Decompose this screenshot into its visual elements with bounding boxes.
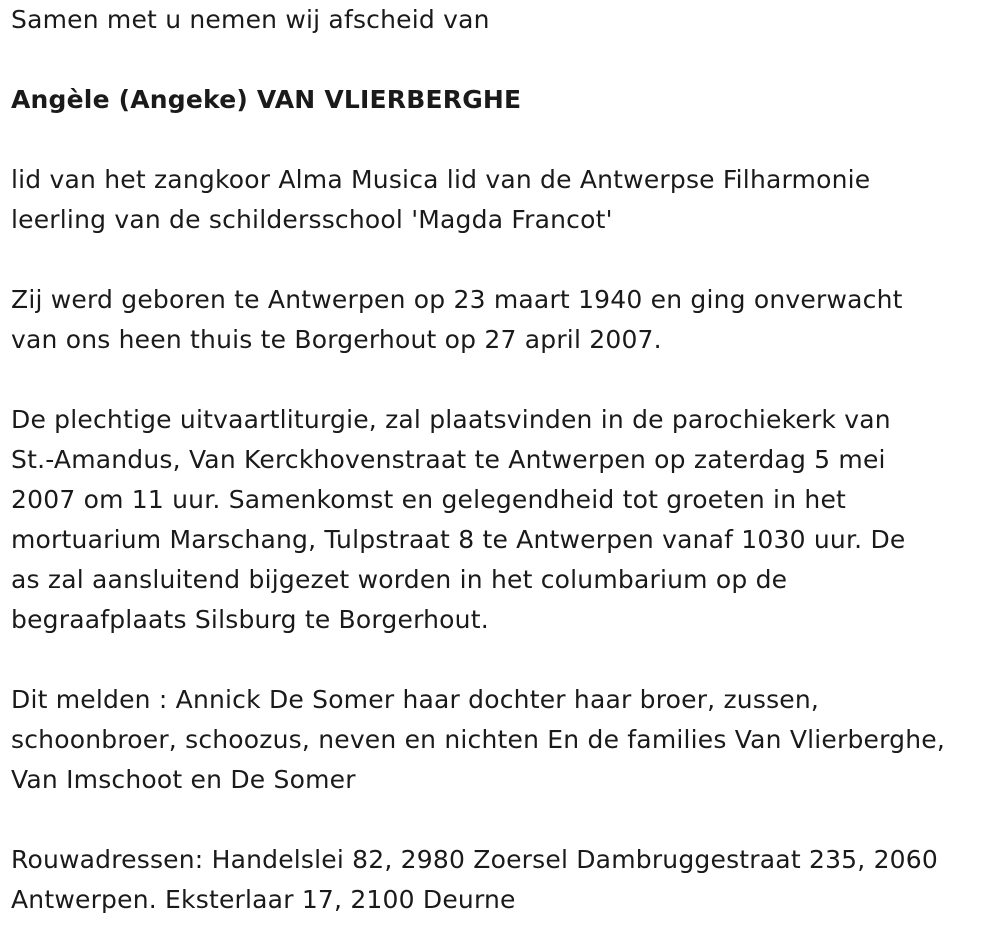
funeral-line: as zal aansluitend bijgezet worden in het columbarium op de <box>11 565 788 594</box>
deceased-name: Angèle (Angeke) VAN VLIERBERGHE <box>11 85 522 114</box>
funeral-paragraph <box>11 400 993 640</box>
memberships-line: leerling van de schildersschool 'Magda Francot' <box>11 205 613 234</box>
funeral-line: begraafplaats Silsburg te Borgerhout. <box>11 605 489 634</box>
birth-death-paragraph <box>11 280 993 360</box>
obituary-notice <box>11 0 993 920</box>
funeral-line: De plechtige uitvaartliturgie, zal plaatsvinden in de parochiekerk van <box>11 405 891 434</box>
announcers-paragraph <box>11 680 993 800</box>
intro-paragraph <box>11 0 993 40</box>
funeral-line: mortuarium Marschang, Tulpstraat 8 te Antwerpen vanaf 1030 uur. De <box>11 525 906 554</box>
announcers-line: schoonbroer, schoozus, neven en nichten En de families Van Vlierberghe, <box>11 725 946 754</box>
memberships-line: lid van het zangkoor Alma Musica lid van de Antwerpse Filharmonie <box>11 165 871 194</box>
birth-death-line: Zij werd geboren te Antwerpen op 23 maart 1940 en ging onverwacht <box>11 285 903 314</box>
memberships-paragraph <box>11 160 993 240</box>
announcers-line: Dit melden : Annick De Somer haar dochter haar broer, zussen, <box>11 685 820 714</box>
addresses-paragraph <box>11 840 993 920</box>
funeral-line: 2007 om 11 uur. Samenkomst en gelegendheid tot groeten in het <box>11 485 847 514</box>
birth-death-line: van ons heen thuis te Borgerhout op 27 april 2007. <box>11 325 662 354</box>
intro-text: Samen met u nemen wij afscheid van <box>11 5 490 34</box>
addresses-line: Rouwadressen: Handelslei 82, 2980 Zoersel Dambruggestraat 235, 2060 <box>11 845 938 874</box>
funeral-line: St.-Amandus, Van Kerckhovenstraat te Antwerpen op zaterdag 5 mei <box>11 445 886 474</box>
deceased-name-paragraph <box>11 80 993 120</box>
announcers-line: Van Imschoot en De Somer <box>11 765 356 794</box>
addresses-line: Antwerpen. Eksterlaar 17, 2100 Deurne <box>11 885 516 914</box>
